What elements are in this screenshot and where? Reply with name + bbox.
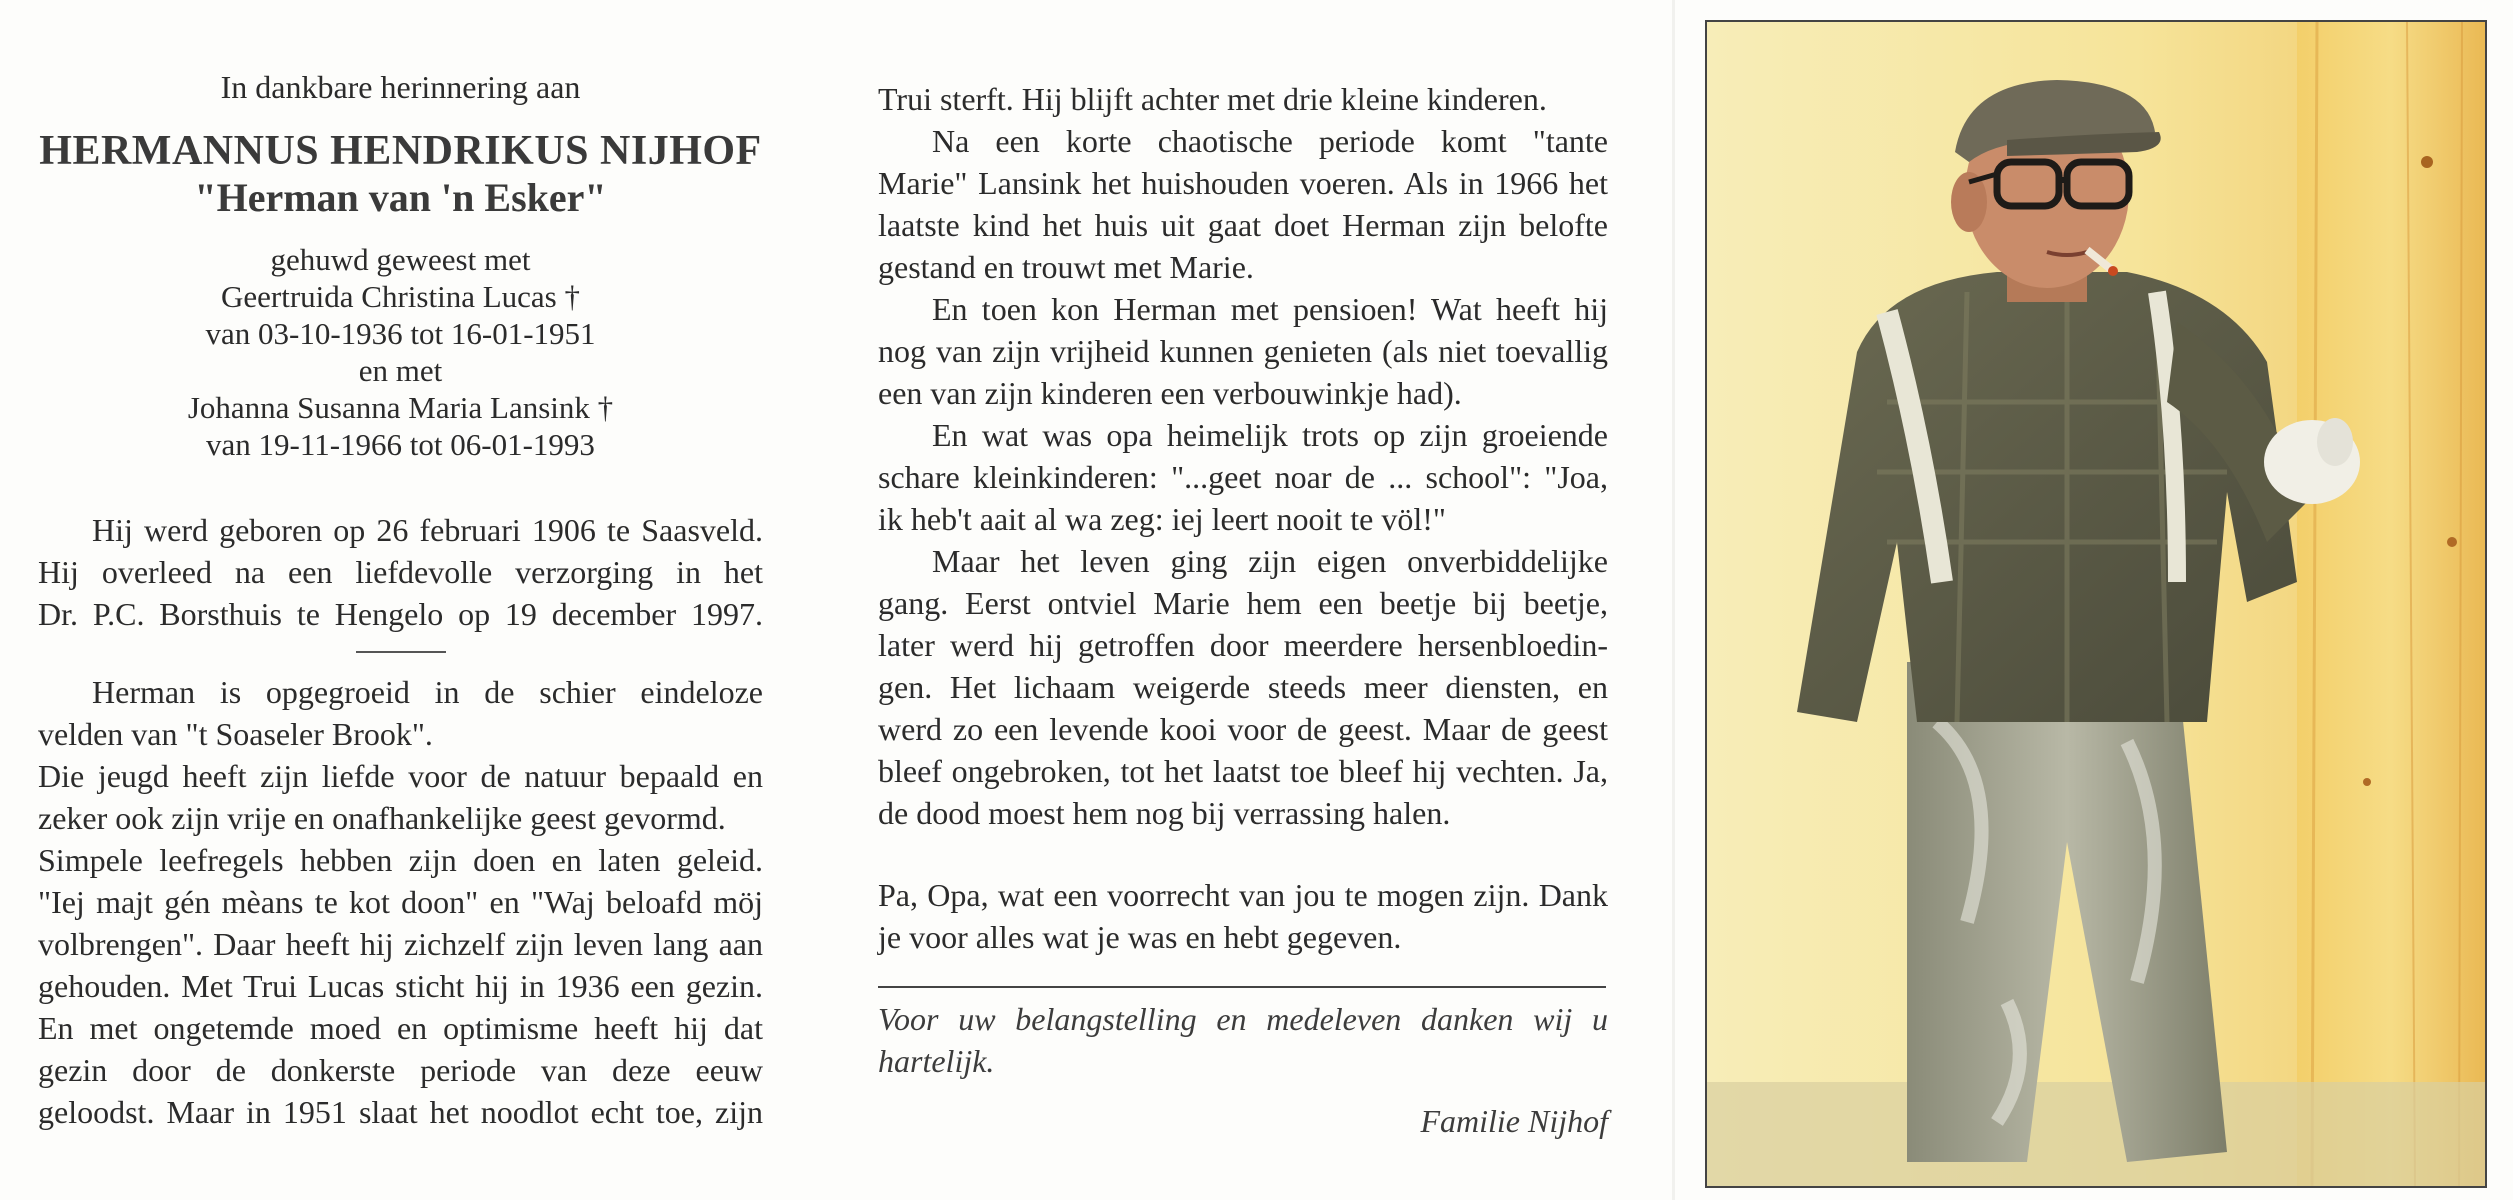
thanks-divider (878, 986, 1606, 988)
text-line: Hij overleed na een liefdevolle verzorging in het (38, 554, 763, 590)
text-line: volbrengen". Daar heeft hij zichzelf zijn leven lang aan (38, 926, 763, 962)
text-line: werd zo een levende kooi voor de geest. Maar de geest (878, 711, 1608, 747)
marriage-line: van 03-10-1936 tot 16-01-1951 (205, 316, 596, 351)
marriage-line: en met (358, 353, 443, 388)
text-line: Dr. P.C. Borsthuis te Hengelo op 19 december 1997. (38, 596, 763, 632)
text-line: nog van zijn vrijheid kunnen genieten (als niet toevallig (878, 333, 1608, 369)
wood-panel (2297, 22, 2485, 1186)
text-line: Pa, Opa, wat een voorrecht van jou te mogen zijn. Dank (878, 877, 1608, 913)
text-line: laatste kind het huis uit gaat doet Herman zijn belofte (878, 207, 1608, 243)
text-line: velden van "t Soaseler Brook". (38, 716, 433, 752)
text-line: zeker ook zijn vrije en onafhankelijke geest gevormd. (38, 800, 726, 836)
life-story-left (38, 671, 763, 1133)
thanks-paragraph (878, 998, 1608, 1082)
wood-knot (2447, 537, 2457, 547)
short-divider (356, 651, 446, 653)
birth-death-paragraph (38, 509, 763, 635)
text-line: een van zijn kinderen een verbouwinkje had). (878, 375, 1462, 411)
text-line: later werd hij getroffen door meerdere hersenbloedin- (878, 627, 1608, 663)
text-line: En toen kon Herman met pensioen! Wat heeft hij (932, 291, 1608, 327)
wood-knot (2363, 778, 2371, 786)
marriage-line: van 19-11-1966 tot 06-01-1993 (206, 427, 595, 462)
text-line: Die jeugd heeft zijn liefde voor de natuur bepaald en (38, 758, 763, 794)
text-line: je voor alles wat je was en hebt gegeven. (878, 919, 1402, 955)
text-line: bleef ongebroken, tot het laatst toe bleef hij vechten. Ja, (878, 753, 1608, 789)
text-line: hartelijk. (878, 1043, 995, 1079)
text-line: gehouden. Met Trui Lucas sticht hij in 1936 een gezin. (38, 968, 763, 1004)
text-line: geloodst. Maar in 1951 slaat het noodlot echt toe, zijn (38, 1094, 763, 1130)
text-line: Herman is opgegroeid in de schier eindeloze (92, 674, 763, 710)
text-line: "Iej majt gén mèans te kot doon" en "Waj beloafd möj (38, 884, 763, 920)
floor (1707, 1082, 2485, 1186)
intro-line: In dankbare herinnering aan (220, 69, 581, 105)
marriage-line: gehuwd geweest met (270, 242, 531, 277)
middle-column (878, 0, 1608, 1142)
marriage-block (38, 241, 763, 463)
text-line: Trui sterft. Hij blijft achter met drie kleine kinderen. (878, 81, 1547, 117)
text-line: gezin door de donkerste periode van deze eeuw (38, 1052, 763, 1088)
marriage-line: Geertruida Christina Lucas † (221, 279, 580, 314)
text-line: Simpele leefregels hebben zijn doen en laten geleid. (38, 842, 763, 878)
text-line: de dood moest hem nog bij verrassing halen. (878, 795, 1451, 831)
card-fold (1672, 0, 1675, 1200)
signature: Familie Nijhof (1420, 1103, 1608, 1139)
text-line: En met ongetemde moed en optimisme heeft hij dat (38, 1010, 763, 1046)
text-line: Voor uw belangstelling en medeleven danken wij u (878, 1001, 1608, 1037)
marriage-line: Johanna Susanna Maria Lansink † (187, 390, 614, 425)
left-column (38, 0, 763, 1133)
portrait-illustration (1707, 22, 2485, 1186)
text-line: En wat was opa heimelijk trots op zijn groeiende (932, 417, 1608, 453)
nickname: "Herman van 'n Esker" (194, 175, 607, 220)
text-line: Maar het leven ging zijn eigen onverbiddelijke (932, 543, 1608, 579)
text-line: gen. Het lichaam weigerde steeds meer diensten, en (878, 669, 1608, 705)
wood-knot (2421, 156, 2433, 168)
deceased-name: HERMANNUS HENDRIKUS NIJHOF (39, 128, 762, 174)
text-line: Marie" Lansink het huishouden voeren. Als in 1966 het (878, 165, 1608, 201)
text-line: ik heb't aait al wa zeg: iej leert nooit te völ!" (878, 501, 1446, 537)
text-line: Hij werd geboren op 26 februari 1906 te Saasveld. (92, 512, 763, 548)
text-line: Na een korte chaotische periode komt "tante (932, 123, 1608, 159)
portrait-photo (1705, 20, 2487, 1188)
life-story-right (878, 78, 1608, 834)
text-line: gang. Eerst ontviel Marie hem een beetje bij beetje, (878, 585, 1608, 621)
text-line: gestand en trouwt met Marie. (878, 249, 1254, 285)
text-line: schare kleinkinderen: "...geet noar de ... school": "Joa, (878, 459, 1608, 495)
closing-paragraph (878, 874, 1608, 958)
